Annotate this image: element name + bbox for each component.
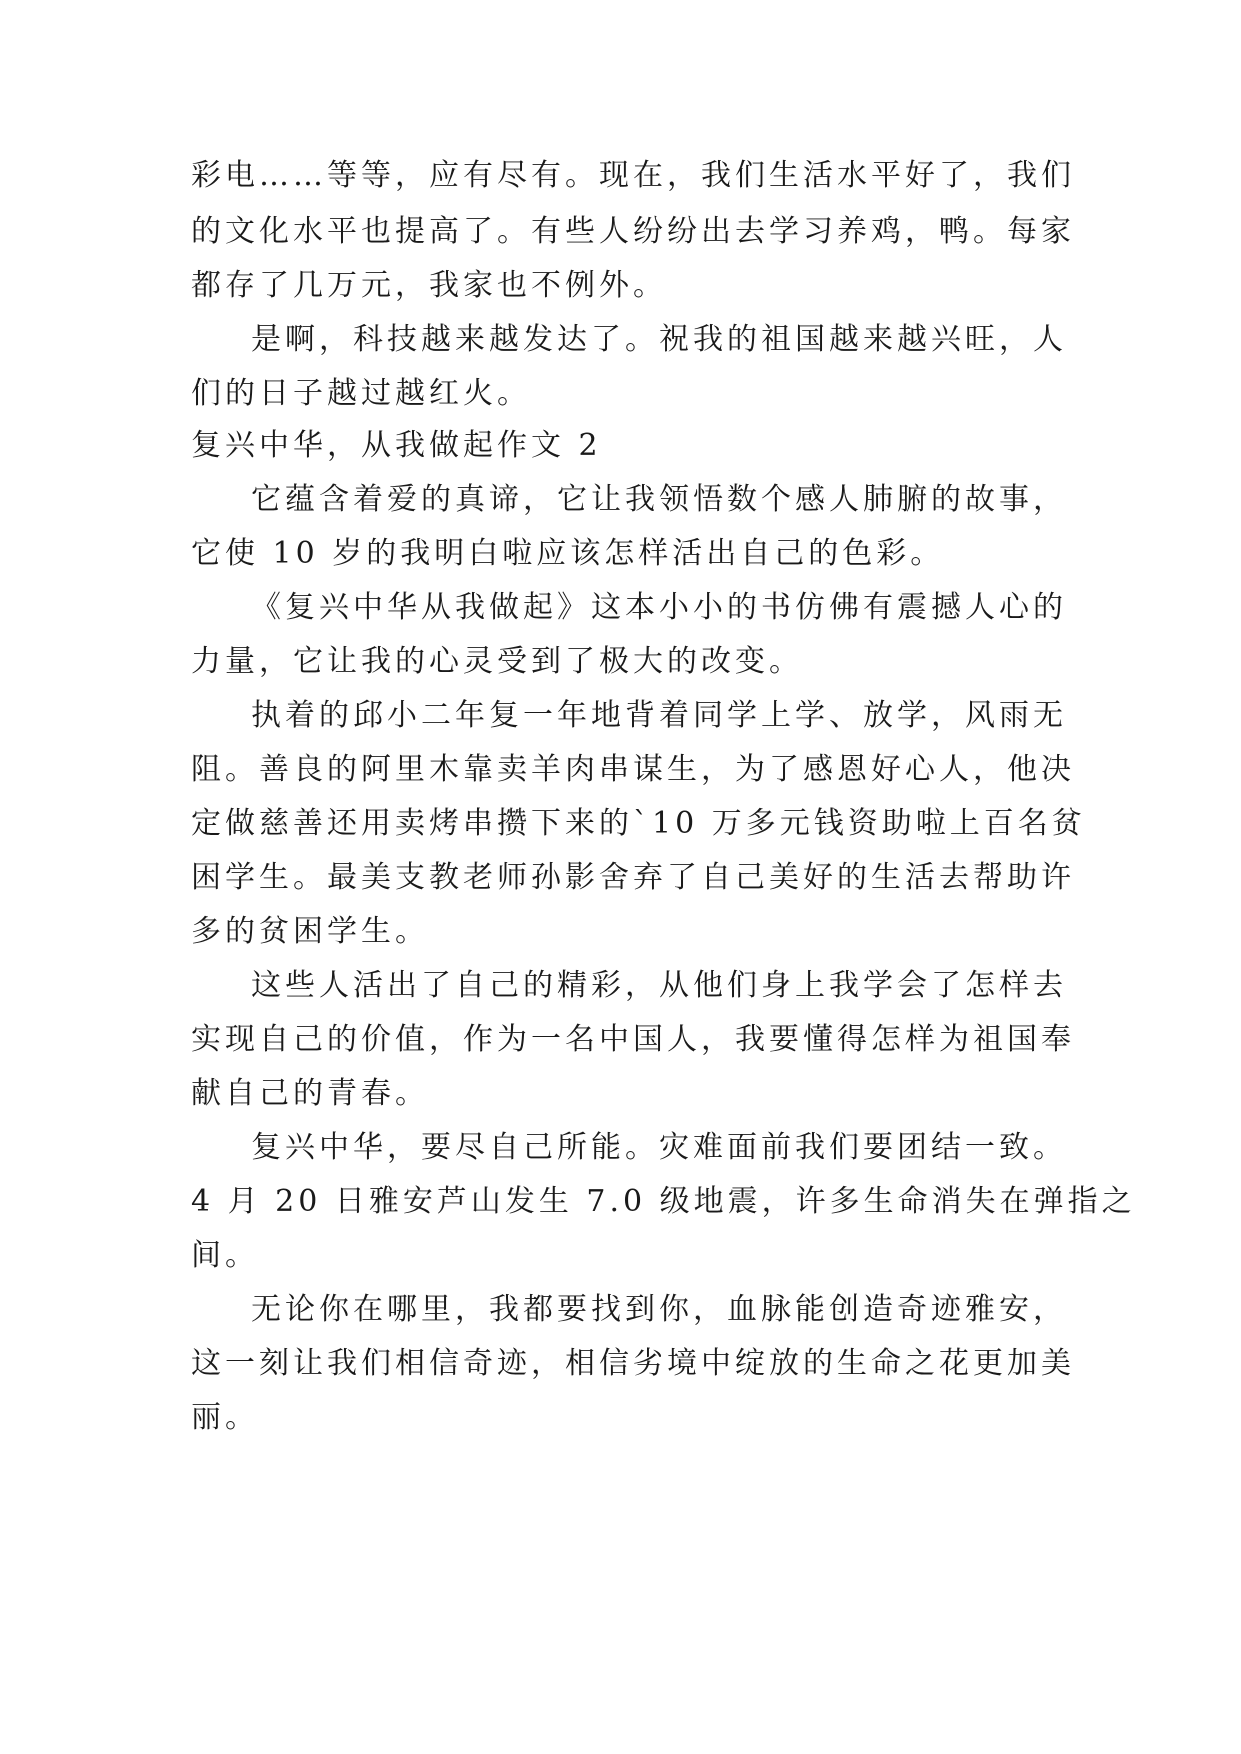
text-line: 间。 bbox=[191, 1238, 259, 1273]
text-line: 彩电……等等，应有尽有。现在，我们生活水平好了，我们 bbox=[191, 158, 1075, 193]
text-line: 它蕴含着爱的真谛，它让我领悟数个感人肺腑的故事， bbox=[251, 482, 1067, 517]
text-line: 复兴中华，要尽自己所能。灾难面前我们要团结一致。 bbox=[251, 1130, 1067, 1165]
text-line: 定做慈善还用卖烤串攒下来的`10 万多元钱资助啦上百名贫 bbox=[191, 806, 1086, 841]
text-line: 的文化水平也提高了。有些人纷纷出去学习养鸡，鸭。每家 bbox=[191, 214, 1075, 249]
section-heading: 复兴中华，从我做起作文 2 bbox=[191, 428, 602, 463]
text-line: 困学生。最美支教老师孙影舍弃了自己美好的生活去帮助许 bbox=[191, 860, 1075, 895]
text-line: 这些人活出了自己的精彩，从他们身上我学会了怎样去 bbox=[251, 968, 1067, 1003]
text-line: 阻。善良的阿里木靠卖羊肉串谋生，为了感恩好心人，他决 bbox=[191, 752, 1075, 787]
text-line: 这一刻让我们相信奇迹，相信劣境中绽放的生命之花更加美 bbox=[191, 1346, 1075, 1381]
text-line: 力量，它让我的心灵受到了极大的改变。 bbox=[191, 644, 803, 679]
text-line: 《复兴中华从我做起》这本小小的书仿佛有震撼人心的 bbox=[251, 590, 1067, 625]
text-line: 丽。 bbox=[191, 1400, 259, 1435]
text-line: 4 月 20 日雅安芦山发生 7.0 级地震，许多生命消失在弹指之 bbox=[191, 1184, 1136, 1219]
text-line: 献自己的青春。 bbox=[191, 1076, 429, 1111]
text-line: 无论你在哪里，我都要找到你，血脉能创造奇迹雅安， bbox=[251, 1292, 1067, 1327]
text-line: 都存了几万元，我家也不例外。 bbox=[191, 268, 667, 303]
text-line: 们的日子越过越红火。 bbox=[191, 376, 531, 411]
text-line: 实现自己的价值，作为一名中国人，我要懂得怎样为祖国奉 bbox=[191, 1022, 1075, 1057]
text-line: 执着的邱小二年复一年地背着同学上学、放学，风雨无 bbox=[251, 698, 1067, 733]
text-line: 它使 10 岁的我明白啦应该怎样活出自己的色彩。 bbox=[191, 536, 945, 571]
text-line: 多的贫困学生。 bbox=[191, 914, 429, 949]
text-line: 是啊，科技越来越发达了。祝我的祖国越来越兴旺，人 bbox=[251, 322, 1067, 357]
